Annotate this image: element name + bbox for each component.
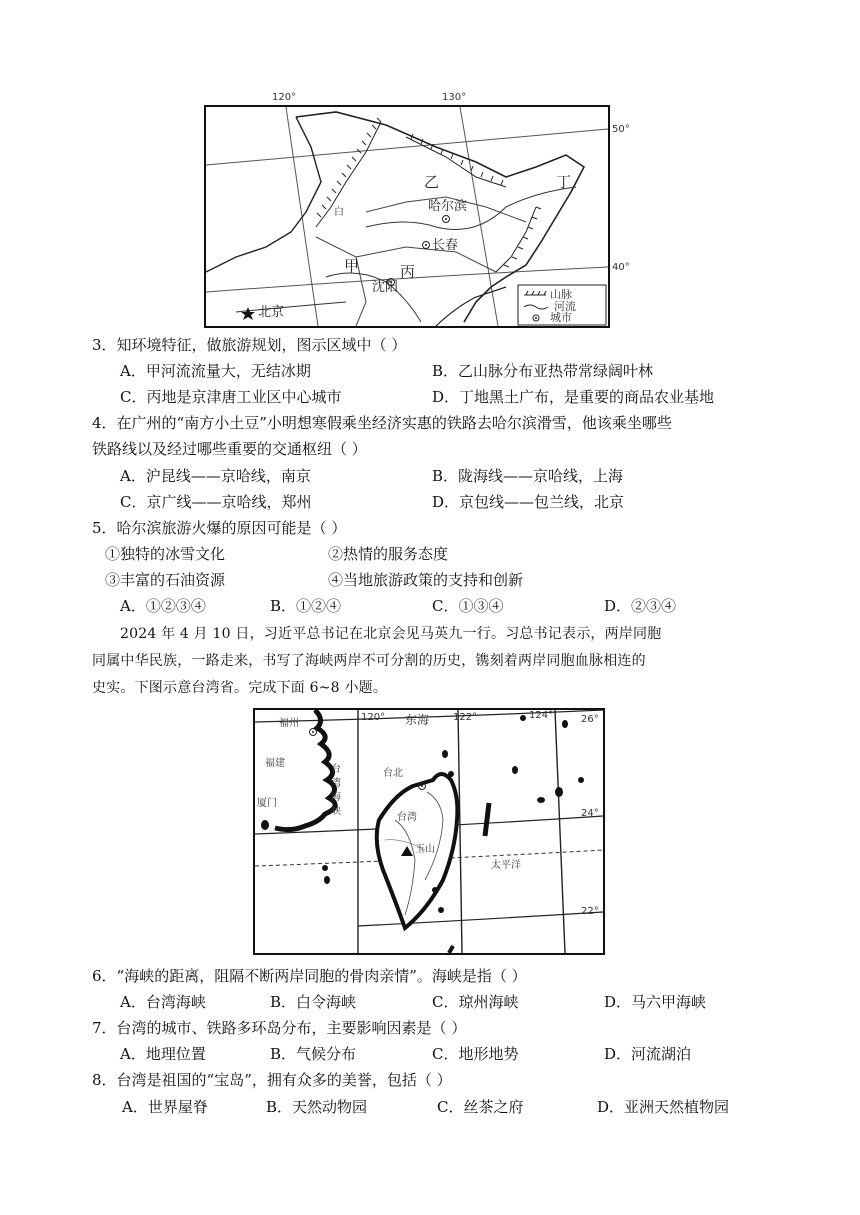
taiwan-map: [253, 708, 605, 955]
map1-harbin-label: 哈尔滨: [428, 199, 468, 214]
q7-option-c[interactable]: C．地形地势: [432, 1045, 519, 1063]
map1-legend-river: 河流: [554, 300, 576, 313]
northeast-china-map: [204, 105, 610, 328]
map2-strait-char2: 湾: [331, 778, 341, 789]
q5-option-d[interactable]: D．②③④: [604, 597, 677, 615]
passage-line2: 同属中华民族，一路走来，书写了海峡两岸不可分割的历史，镌刻着两岸同胞血脉相连的: [92, 653, 646, 669]
map2-lon-122: 122°: [453, 712, 478, 723]
q8-option-b[interactable]: B．天然动物园: [266, 1098, 368, 1116]
q5-stem: 5．哈尔滨旅游火爆的原因可能是（ ）: [92, 519, 347, 537]
q3-option-c[interactable]: C．丙地是京津唐工业区中心城市: [120, 388, 342, 406]
map1-lat-40: 40°: [612, 262, 630, 273]
q5-option-a[interactable]: A．①②③④: [120, 597, 206, 615]
map2-lat-24: 24°: [581, 808, 599, 819]
map2-donghai-label: 东海: [405, 713, 430, 727]
q3-option-d[interactable]: D．丁地黑土广布，是重要的商品农业基地: [432, 388, 715, 406]
q4-option-b[interactable]: B．陇海线——京哈线，上海: [432, 467, 624, 485]
map1-legend-mountain: 山脉: [550, 288, 572, 301]
map2-strait-char1: 台: [331, 764, 341, 775]
map2-taibei-label: 台北: [383, 768, 403, 779]
q3-option-a[interactable]: A．甲河流流量大，无结冰期: [120, 362, 311, 380]
q5-option-c[interactable]: C．①③④: [432, 597, 504, 615]
map1-lat-50: 50°: [612, 124, 630, 135]
map1-ding-label: 丁: [556, 173, 572, 191]
map2-lat-22: 22°: [581, 906, 599, 917]
map2-pacific-label: 太平洋: [491, 860, 521, 871]
q5-statement-1: ①独特的冰雪文化: [105, 545, 226, 563]
q5-statement-4: ④当地旅游政策的支持和创新: [328, 571, 524, 589]
map1-lon-130: 130°: [442, 92, 467, 103]
q4-option-a[interactable]: A．沪昆线——京哈线，南京: [120, 467, 311, 485]
q5-statement-3: ③丰富的石油资源: [105, 571, 226, 589]
q8-option-d[interactable]: D．亚洲天然植物园: [597, 1098, 730, 1116]
q6-option-c[interactable]: C．琼州海峡: [432, 993, 519, 1011]
q8-option-a[interactable]: A．世界屋脊: [122, 1098, 208, 1116]
q6-option-a[interactable]: A．台湾海峡: [120, 993, 206, 1011]
q5-option-b[interactable]: B．①②④: [270, 597, 342, 615]
q6-option-b[interactable]: B．白令海峡: [270, 993, 357, 1011]
map2-xiamen-label: 厦门: [257, 798, 277, 809]
map2-yushan-label: 玉山: [415, 844, 435, 855]
q8-stem: 8．台湾是祖国的“宝岛”，拥有众多的美誉，包括（ ）: [92, 1071, 452, 1089]
map2-lon-124: 124°: [529, 710, 554, 721]
map2-strait-char3: 海: [331, 792, 341, 803]
q7-option-d[interactable]: D．河流湖泊: [604, 1045, 692, 1063]
q4-stem-line1: 4．在广州的“南方小土豆”小明想寒假乘坐经济实惠的铁路去哈尔滨滑雪，他该乘坐哪些: [92, 414, 672, 432]
map1-shenyang-label: 沈阳: [372, 280, 399, 295]
q3-option-b[interactable]: B．乙山脉分布亚热带常绿阔叶林: [432, 362, 654, 380]
map2-lon-120: 120°: [361, 712, 386, 723]
map1-lon-120: 120°: [272, 92, 297, 103]
q7-stem: 7．台湾的城市、铁路多环岛分布，主要影响因素是（ ）: [92, 1019, 467, 1037]
q4-option-d[interactable]: D．京包线——包兰线，北京: [432, 493, 625, 511]
q7-option-b[interactable]: B．气候分布: [270, 1045, 357, 1063]
map1-beijing-label: 北京: [258, 305, 285, 320]
map2-taiwan-label: 台湾: [397, 812, 417, 823]
map1-changchun-label: 长春: [432, 238, 459, 253]
northeast-map-drawing: [206, 107, 608, 326]
map1-bai-label: 白: [334, 207, 344, 218]
q4-option-c[interactable]: C．京广线——京哈线，郑州: [120, 493, 312, 511]
q4-stem-line2: 铁路线以及经过哪些重要的交通枢纽（ ）: [92, 440, 367, 458]
q8-option-c[interactable]: C．丝茶之府: [437, 1098, 524, 1116]
map1-legend-city: 城市: [550, 311, 572, 324]
map2-strait-char4: 峡: [331, 806, 341, 817]
map2-lat-26: 26°: [581, 714, 599, 725]
map2-fuzhou-label: 福州: [279, 718, 299, 729]
q7-option-a[interactable]: A．地理位置: [120, 1045, 206, 1063]
passage-line1: 2024 年 4 月 10 日，习近平总书记在北京会见马英九一行。习总书记表示，两岸同胞: [120, 626, 662, 642]
q6-stem: 6．“海峡的距离，阻隔不断两岸同胞的骨肉亲情”。海峡是指（ ）: [92, 967, 527, 985]
q3-stem: 3．知环境特征，做旅游规划，图示区域中（ ）: [92, 336, 407, 354]
taiwan-map-drawing: [255, 710, 603, 953]
passage-line3: 史实。下图示意台湾省。完成下面 6~8 小题。: [92, 680, 388, 696]
map2-fujian-label: 福建: [265, 758, 285, 769]
q5-statement-2: ②热情的服务态度: [328, 545, 449, 563]
map1-bing-label: 丙: [400, 263, 416, 281]
map1-jia-label: 甲: [344, 257, 360, 275]
map1-yi-label: 乙: [424, 173, 440, 191]
q6-option-d[interactable]: D．马六甲海峡: [604, 993, 707, 1011]
